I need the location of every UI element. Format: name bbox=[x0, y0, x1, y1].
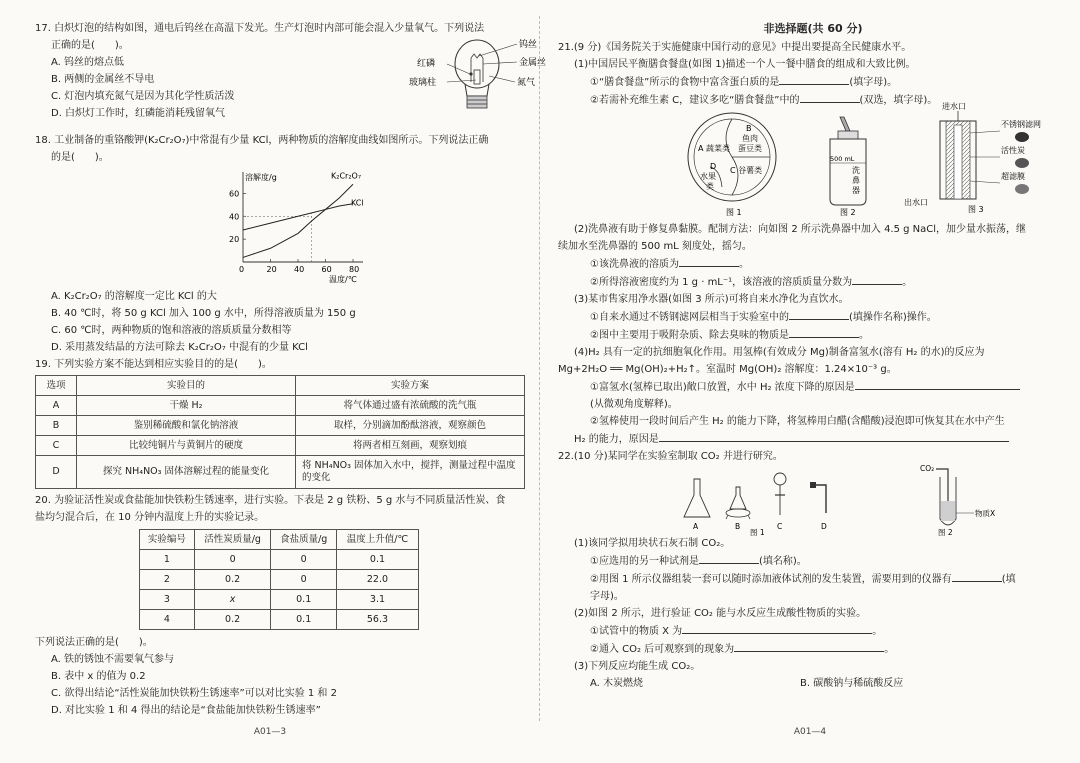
q21-part1b-text: ②若需补充维生素 C，建议多吃“膳食餐盘”中的 bbox=[590, 95, 800, 106]
table-row bbox=[36, 396, 525, 416]
series-label-kcl: KCl bbox=[351, 198, 364, 208]
q17-option-b: B. 两侧的金属丝不导电 bbox=[51, 74, 155, 85]
plate-b1: B bbox=[746, 124, 752, 133]
q20-header: 食盐质量/g bbox=[271, 530, 337, 550]
y-tick-label: 20 bbox=[229, 235, 240, 245]
q21-part1a-tail: (填字母)。 bbox=[849, 77, 898, 88]
q19-cell: 鉴别稀硫酸和氯化钠溶液 bbox=[77, 416, 296, 436]
table-header-row bbox=[140, 530, 419, 550]
q21-part2c-tail: 。 bbox=[738, 259, 749, 270]
q21-part3b bbox=[558, 326, 1068, 344]
q19-cell: C bbox=[36, 436, 77, 456]
q22-part2a bbox=[558, 622, 1068, 640]
q21-part4b: Mg+2H₂O ══ Mg(OH)₂+H₂↑。室温时 Mg(OH)₂ 溶解度：1.24×10⁻³ g。 bbox=[558, 364, 897, 375]
q17-option-d: D. 白炽灯工作时，红磷能消耗残留氧气 bbox=[51, 108, 226, 119]
q21-part2b: 续加水至洗鼻器的 500 mL 刻度处，摇匀。 bbox=[558, 241, 752, 252]
label-honglin: 红磷 bbox=[417, 59, 436, 69]
q19-cell: A bbox=[36, 396, 77, 416]
q20-option-d: D. 对比实验 1 和 4 得出的结论是“食盐能加快铁粉生锈速率” bbox=[51, 705, 321, 716]
q20-cell: 0 bbox=[194, 550, 271, 570]
right-page bbox=[540, 0, 1080, 763]
q21-part3a-tail: (填操作名称)操作。 bbox=[848, 312, 937, 323]
plate-c: C 谷薯类 bbox=[730, 166, 763, 175]
q21-part4c-text: ①富氢水(氢棒已取出)敞口放置，水中 H₂ 浓度下降的原因是 bbox=[590, 382, 855, 393]
q20-stem-line1: 20. 为验证活性炭或食盐能加快铁粉生锈速率，进行实验。下表是 2 g 铁粉、5 g 水与不同质量活性炭、食 bbox=[35, 495, 506, 506]
y-tick-label: 60 bbox=[229, 189, 240, 199]
q20-cell: 0.1 bbox=[336, 550, 418, 570]
q21-part4: (4)H₂ 具有一定的抗细胞氧化作用。用氢棒(有效成分 Mg)制备富氢水(溶有 H₂ 的水)的反应为 bbox=[574, 347, 985, 358]
q20-option-c: C. 欲得出结论“活性炭能加快铁粉生锈速率”可以对比实验 1 和 2 bbox=[51, 688, 337, 699]
q21-part3: (3)某市售家用净水器(如图 3 所示)可将自来水净化为直饮水。 bbox=[574, 294, 849, 305]
washer-w3: 器 bbox=[852, 186, 860, 195]
q21-part2c bbox=[558, 255, 1068, 273]
q21-stem: 21.(9 分)《国务院关于实施健康中国行动的意见》中提出要提高全民健康水平。 bbox=[558, 42, 912, 53]
answer-blank[interactable] bbox=[789, 308, 849, 320]
q18-stem-line2: 的是( )。 bbox=[51, 152, 109, 163]
q19-header-option: 选项 bbox=[36, 376, 77, 396]
q21-part1a-text: ①“膳食餐盘”所示的食物中富含蛋白质的是 bbox=[590, 77, 780, 88]
q21-part3a bbox=[558, 308, 1068, 326]
x-tick-label: 80 bbox=[349, 265, 360, 274]
table-row bbox=[140, 590, 419, 610]
q21-part4e: ②氢棒使用一段时间后产生 H₂ 的能力下降，将氢棒用白醋(含醋酸)浸泡即可恢复其在水中产生 bbox=[590, 416, 1005, 427]
q20-cell: 56.3 bbox=[336, 610, 418, 630]
q19-cell: 将 NH₄NO₃ 固体加入水中，搅拌，测量过程中温度的变化 bbox=[296, 456, 525, 489]
series-line-kcl bbox=[243, 204, 353, 230]
q19-cell: 将两者相互刻画，观察划痕 bbox=[296, 436, 525, 456]
q19-cell: 取样，分别滴加酚酞溶液，观察颜色 bbox=[296, 416, 525, 436]
question-18 bbox=[35, 132, 530, 356]
q22-part1: (1)该同学拟用块状石灰石制 CO₂。 bbox=[574, 538, 731, 549]
q19-cell: D bbox=[36, 456, 77, 489]
apparatus-d: D bbox=[821, 522, 827, 531]
q17-option-c: C. 灯泡内填充氮气是因为其化学性质活泼 bbox=[51, 91, 235, 102]
light-bulb-diagram bbox=[407, 34, 547, 114]
purifier-layer3: 超滤膜 bbox=[1001, 172, 1025, 181]
question-20 bbox=[35, 492, 530, 719]
q22-fig1-caption: 图 1 bbox=[750, 528, 765, 537]
question-19 bbox=[35, 356, 530, 489]
q22-part1c: 字母)。 bbox=[590, 591, 624, 602]
q22-stem: 22.(10 分)某同学在实验室制取 CO₂ 并进行研究。 bbox=[558, 451, 783, 462]
q19-cell: 比较纯铜片与黄铜片的硬度 bbox=[77, 436, 296, 456]
purifier-inlet: 进水口 bbox=[942, 102, 966, 111]
question-17 bbox=[35, 20, 547, 132]
answer-blank[interactable] bbox=[779, 73, 849, 85]
y-axis-label: 溶解度/g bbox=[245, 173, 277, 182]
q22-option-a: A. 木炭燃烧 bbox=[590, 678, 644, 689]
q20-cell: 2 bbox=[140, 570, 195, 590]
label-boliz: 玻璃柱 bbox=[409, 78, 437, 88]
q20-header: 实验编号 bbox=[140, 530, 195, 550]
table-row bbox=[140, 610, 419, 630]
fig3-caption: 图 3 bbox=[968, 205, 984, 214]
q22-part2a-text: ①试管中的物质 X 为 bbox=[590, 626, 683, 637]
test-tube-figure bbox=[898, 461, 1018, 537]
plate-a: A 蔬菜类 bbox=[698, 144, 731, 153]
q18-stem-line1: 18. 工业制备的重铬酸钾(K₂Cr₂O₇)中常混有少量 KCl，两种物质的溶解度曲线如图所示。下列说法正确 bbox=[35, 135, 489, 146]
q20-option-a: A. 铁的锈蚀不需要氧气参与 bbox=[51, 654, 175, 665]
q18-option-d: D. 采用蒸发结晶的方法可除去 K₂Cr₂O₇ 中混有的少量 KCl bbox=[51, 342, 308, 353]
q17-option-a: A. 钨丝的熔点低 bbox=[51, 57, 125, 68]
q22-figures bbox=[558, 465, 1068, 535]
label-danqi: 氮气 bbox=[517, 78, 536, 88]
question-22 bbox=[558, 448, 1068, 692]
question-21 bbox=[558, 39, 1068, 448]
q19-table bbox=[35, 375, 525, 489]
apparatus-a: A bbox=[693, 522, 699, 531]
table-row bbox=[36, 416, 525, 436]
q21-figures bbox=[558, 102, 1068, 221]
lab-apparatus-figure bbox=[676, 465, 896, 535]
answer-blank[interactable] bbox=[789, 326, 859, 338]
q22-option-b: B. 碳酸钠与稀硫酸反应 bbox=[800, 678, 904, 689]
q22-part1a bbox=[558, 552, 1068, 570]
q21-part2d-tail: 。 bbox=[902, 277, 913, 288]
x-tick-label: 40 bbox=[294, 265, 305, 274]
q17-stem-line2: 正确的是( )。 bbox=[51, 40, 129, 51]
answer-blank[interactable] bbox=[682, 622, 872, 634]
q17-stem-line1: 17. 白炽灯泡的结构如图，通电后钨丝在高温下发光。生产灯泡时内部可能会混入少量氧气。下列说法 bbox=[35, 23, 485, 34]
q21-part3b-tail: 。 bbox=[858, 330, 869, 341]
q20-cell: 0.2 bbox=[194, 570, 271, 590]
purifier-layer1: 不锈钢滤网 bbox=[1001, 120, 1041, 129]
q22-part2b-tail: 。 bbox=[884, 644, 895, 655]
q19-stem: 19. 下列实验方案不能达到相应实验目的的是( )。 bbox=[35, 359, 272, 370]
q22-part2b bbox=[558, 640, 1068, 658]
q20-cell: 3.1 bbox=[336, 590, 418, 610]
q21-part2c-text: ①该洗鼻液的溶质为 bbox=[590, 259, 679, 270]
q21-part1: (1)中国居民平衡膳食餐盘(如图 1)描述一个人一餐中膳食的组成和大致比例。 bbox=[574, 59, 916, 70]
q22-part1a-text: ①应选用的另一种试剂是 bbox=[590, 556, 699, 567]
q21-part4f bbox=[558, 430, 1068, 448]
x-tick-label: 20 bbox=[266, 265, 277, 274]
q22-part1b-tail: (填 bbox=[1001, 574, 1016, 585]
q22-part1a-tail: (填名称)。 bbox=[758, 556, 807, 567]
series-label-k2cr2o7: K₂Cr₂O₇ bbox=[331, 171, 362, 181]
fig1-caption: 图 1 bbox=[726, 208, 742, 217]
q19-cell: B bbox=[36, 416, 77, 436]
q20-option-b: B. 表中 x 的值为 0.2 bbox=[51, 671, 146, 682]
q21-part4d: (从微观角度解释)。 bbox=[590, 399, 678, 410]
x-tick-label: 60 bbox=[321, 265, 332, 274]
q22-part2b-text: ②通入 CO₂ 后可观察到的现象为 bbox=[590, 644, 735, 655]
q22-options bbox=[558, 675, 1068, 692]
purifier-layer2: 活性炭 bbox=[1001, 146, 1025, 155]
q20-cell: x bbox=[194, 590, 271, 610]
q21-part1a bbox=[558, 73, 1068, 91]
fig2-caption: 图 2 bbox=[840, 208, 856, 217]
answer-blank[interactable] bbox=[699, 552, 759, 564]
page-number-right: A01—4 bbox=[793, 727, 827, 737]
right-column bbox=[558, 20, 1068, 692]
q20-cell: 4 bbox=[140, 610, 195, 630]
solubility-chart bbox=[35, 166, 530, 282]
q19-header-plan: 实验方案 bbox=[296, 376, 525, 396]
washer-w2: 鼻 bbox=[852, 176, 860, 185]
q22-fig2-caption: 图 2 bbox=[938, 528, 953, 537]
q22-part2a-tail: 。 bbox=[872, 626, 883, 637]
q22-co2: CO₂ bbox=[920, 464, 935, 473]
page-number-left: A01—3 bbox=[253, 727, 287, 737]
apparatus-c: C bbox=[777, 522, 783, 531]
washer-w1: 洗 bbox=[852, 166, 860, 175]
q20-cell: 0.1 bbox=[271, 610, 337, 630]
label-wuxi: 钨丝 bbox=[519, 40, 538, 50]
section-title: 非选择题(共 60 分) bbox=[763, 22, 863, 35]
left-column bbox=[35, 20, 547, 719]
q20-cell: 0.1 bbox=[271, 590, 337, 610]
q20-stem-line2: 盐均匀混合后，在 10 分钟内温度上升的实验记录。 bbox=[35, 512, 265, 523]
y-tick-label: 40 bbox=[229, 212, 240, 222]
x-axis-label: 温度/℃ bbox=[329, 275, 357, 284]
q21-part2d bbox=[558, 273, 1068, 291]
q20-header: 温度上升值/℃ bbox=[336, 530, 418, 550]
q21-part2: (2)洗鼻液有助于修复鼻黏膜。配制方法：向如图 2 所示洗鼻器中加入 4.5 g NaCl，加少量水振荡，继 bbox=[574, 224, 1027, 235]
plate-b3: 蛋豆类 bbox=[738, 144, 762, 153]
q22-part1b-text: ②用图 1 所示仪器组装一套可以随时添加液体试剂的发生装置，需要用到的仪器有 bbox=[590, 574, 952, 585]
plate-b2: 鱼肉 bbox=[742, 134, 758, 143]
q18-option-c: C. 60 ℃时，两种物质的饱和溶液的溶质质量分数相等 bbox=[51, 325, 292, 336]
q20-cell: 0.2 bbox=[194, 610, 271, 630]
q21-part4c bbox=[558, 378, 1068, 396]
q22-part1b bbox=[558, 570, 1068, 588]
q20-cell: 22.0 bbox=[336, 570, 418, 590]
q22-part2: (2)如图 2 所示，进行验证 CO₂ 能与水反应生成酸性物质的实验。 bbox=[574, 608, 867, 619]
table-row bbox=[140, 550, 419, 570]
q22-substance-x: 物质X bbox=[975, 509, 996, 518]
q22-part3: (3)下列反应均能生成 CO₂。 bbox=[574, 661, 701, 672]
q18-option-b: B. 40 ℃时，将 50 g KCl 加入 100 g 水中，所得溶液质量为 150 g bbox=[51, 308, 356, 319]
diet-plate-figure bbox=[680, 109, 790, 219]
q21-part1b-tail: (双选，填字母)。 bbox=[859, 95, 938, 106]
q20-cell: 3 bbox=[140, 590, 195, 610]
q21-part4f-text: H₂ 的能力，原因是 bbox=[574, 434, 659, 445]
answer-blank[interactable] bbox=[734, 640, 884, 652]
plate-d3: 类 bbox=[706, 182, 714, 191]
table-row bbox=[36, 456, 525, 489]
washer-volume: 500 mL bbox=[830, 155, 855, 163]
q21-part3a-text: ①自来水通过不锈钢滤网层相当于实验室中的 bbox=[590, 312, 789, 323]
q20-cell: 0 bbox=[271, 550, 337, 570]
table-row bbox=[36, 436, 525, 456]
q21-part3b-text: ②图中主要用于吸附杂质、除去臭味的物质是 bbox=[590, 330, 789, 341]
answer-blank[interactable] bbox=[855, 378, 1020, 390]
apparatus-b: B bbox=[735, 522, 741, 531]
label-jinshusi: 金属丝 bbox=[519, 58, 547, 68]
q20-cell: 1 bbox=[140, 550, 195, 570]
table-row bbox=[140, 570, 419, 590]
q19-cell: 将气体通过盛有浓硫酸的洗气瓶 bbox=[296, 396, 525, 416]
q19-cell: 探究 NH₄NO₃ 固体溶解过程的能量变化 bbox=[77, 456, 296, 489]
table-header-row bbox=[36, 376, 525, 396]
answer-blank[interactable] bbox=[659, 430, 1009, 442]
q20-table bbox=[139, 529, 419, 630]
q18-option-a: A. K₂Cr₂O₇ 的溶解度一定比 KCl 的大 bbox=[51, 291, 217, 302]
water-purifier-figure bbox=[904, 101, 1064, 213]
q20-header: 活性炭质量/g bbox=[194, 530, 271, 550]
q20-cell: 0 bbox=[271, 570, 337, 590]
purifier-outlet: 出水口 bbox=[904, 198, 928, 207]
q19-header-purpose: 实验目的 bbox=[77, 376, 296, 396]
answer-blank[interactable] bbox=[800, 91, 860, 103]
answer-blank[interactable] bbox=[679, 255, 739, 267]
series-line-k2cr2o7 bbox=[243, 184, 353, 257]
nasal-washer-figure bbox=[816, 109, 886, 219]
plate-d2: 水果 bbox=[700, 172, 716, 181]
plate-d1: D bbox=[710, 162, 717, 171]
answer-blank[interactable] bbox=[952, 570, 1002, 582]
answer-blank[interactable] bbox=[852, 273, 902, 285]
q19-cell: 干燥 H₂ bbox=[77, 396, 296, 416]
x-tick-label: 0 bbox=[239, 265, 245, 274]
q21-part2d-text: ②所得溶液密度约为 1 g · mL⁻¹，该溶液的溶质质量分数为 bbox=[590, 277, 853, 288]
q20-prompt: 下列说法正确的是( )。 bbox=[35, 637, 153, 648]
